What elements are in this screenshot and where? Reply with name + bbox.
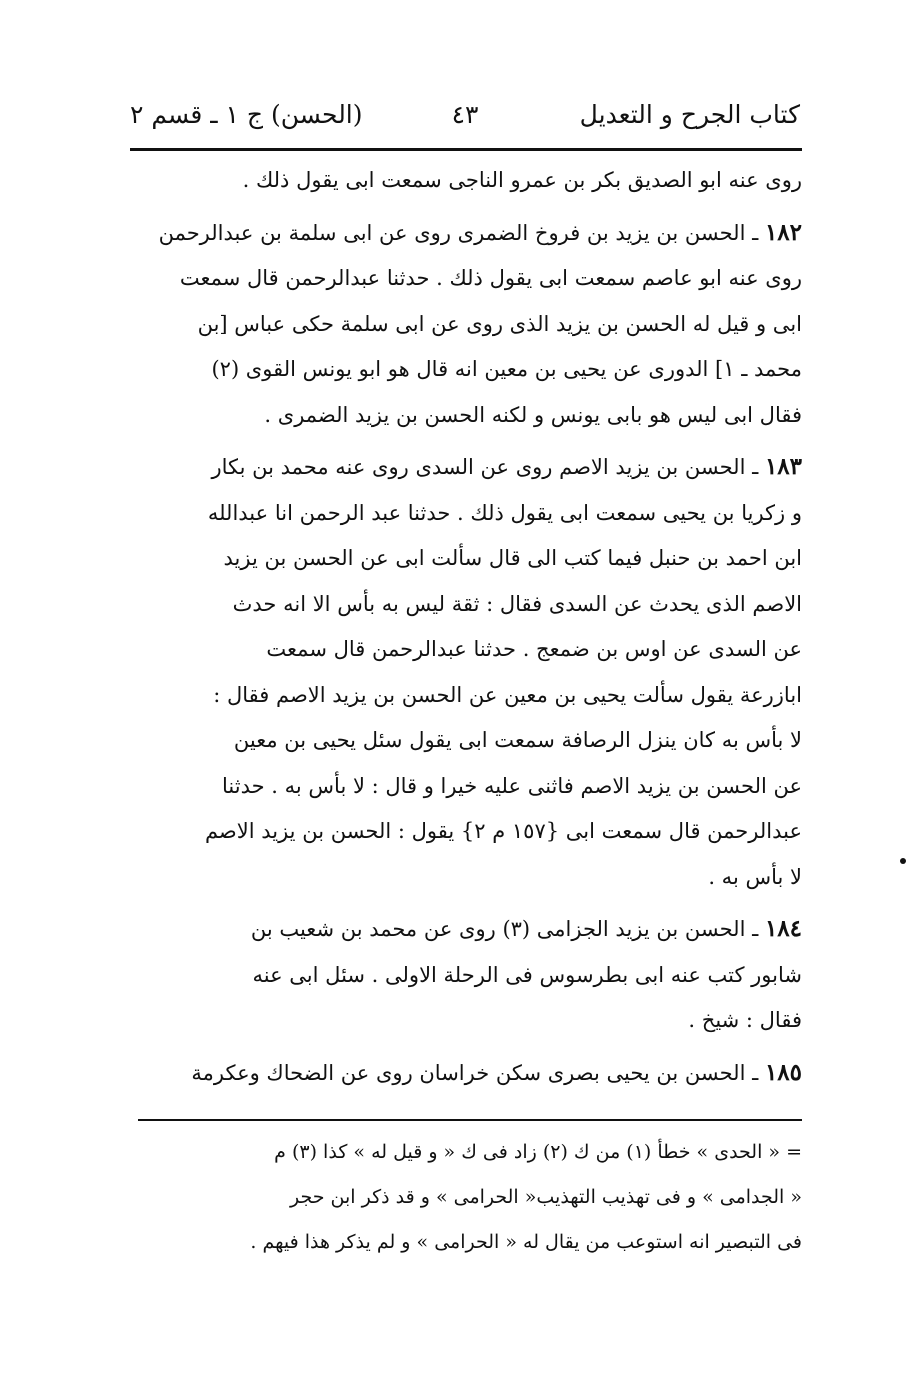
entry-line: ابن احمد بن حنبل فيما كتب الى قال سألت ابى عن الحسن بن يزيد [223, 546, 802, 570]
entry-number: ١٨٢ [764, 218, 802, 246]
footnote-line: = « الحدى » خطأ (١) من ك (٢) زاد فى ك « و قيل له » كذا (٣) م [274, 1141, 802, 1163]
entry-182 [138, 210, 802, 439]
main-text [138, 158, 802, 1096]
entry-line: الاصم الذى يحدث عن السدى فقال : ثقة ليس به بأس الا انه حدث [232, 591, 802, 616]
entry-line: ابى و قيل له الحسن بن يزيد الذى روى عن ابى سلمة حكى عباس [بن [197, 311, 802, 336]
entry-line: و زكريا بن يحيى سمعت ابى يقول ذلك . حدثنا عبد الرحمن انا عبدالله [207, 500, 802, 525]
entry-line: محمد ـ ١] الدورى عن يحيى بن معين انه قال هو ابو يونس القوى (٢) [211, 357, 802, 381]
entry-line [138, 906, 802, 953]
entry-text: ـ الحسن بن يزيد الاصم روى عن السدى روى عنه محمد بن بكار [211, 455, 759, 479]
entry-text: ـ الحسن بن يحيى بصرى سكن خراسان روى عن الضحاك وعكرمة [191, 1060, 759, 1085]
entry-number: ١٨٣ [764, 453, 802, 480]
footnote-line: فى التبصير انه استوعب من يقال له « الحرامى » و لم يذكر هذا فيهم . [250, 1231, 802, 1253]
footnote-rule [138, 1119, 802, 1121]
entry-line [138, 1050, 802, 1097]
entry-185 [138, 1050, 802, 1097]
entry-number: ١٨٤ [764, 915, 802, 942]
entry-184 [138, 906, 802, 1044]
entry-line: عن الحسن بن يزيد الاصم فاثنى عليه خيرا و قال : لا بأس به . حدثنا [222, 773, 802, 798]
footnotes [138, 1130, 802, 1265]
entry-line [138, 210, 802, 257]
entry-text: ـ الحسن بن يزيد بن فروخ الضمرى روى عن ابى سلمة بن عبدالرحمن [158, 220, 759, 245]
entry-number: ١٨٥ [764, 1058, 802, 1086]
text-line: روى عنه ابو الصديق بكر بن عمرو الناجى سمعت ابى يقول ذلك . [242, 168, 802, 192]
entry-183 [138, 444, 802, 900]
page-header [130, 92, 800, 142]
book-title: كتاب الجرح و التعديل [579, 100, 800, 129]
entry-line: ابازرعة يقول سألت يحيى بن معين عن الحسن بن يزيد الاصم فقال : [213, 682, 802, 707]
entry-line: لا بأس به كان ينزل الرصافة سمعت ابى يقول سئل يحيى بن معين [233, 728, 802, 752]
entry-text: ـ الحسن بن يزيد الجزامى (٣) روى عن محمد بن شعيب بن [250, 917, 759, 941]
header-rule [130, 148, 802, 151]
page-number: ٤٣ [451, 100, 479, 129]
section-label: (الحسن) ج ١ ـ قسم ٢ [130, 100, 363, 129]
entry-line: فقال : شيخ . [688, 1008, 802, 1032]
entry-line: روى عنه ابو عاصم سمعت ابى يقول ذلك . حدثنا عبدالرحمن قال سمعت [179, 266, 802, 290]
entry-line [138, 444, 802, 491]
margin-dot [900, 858, 906, 864]
entry-line: لا بأس به . [708, 864, 802, 889]
entry-line: عن السدى عن اوس بن ضمعج . حدثنا عبدالرحمن قال سمعت [266, 637, 802, 661]
entry-line: عبدالرحمن قال سمعت ابى {١٥٧ م ٢} يقول : الحسن بن يزيد الاصم [204, 819, 802, 843]
entry-line: فقال ابى ليس هو بابى يونس و لكنه الحسن بن يزيد الضمرى . [264, 402, 802, 427]
footnote-line: « الجدامى » و فى تهذيب التهذيب« الحرامى » و قد ذكر ابن حجر [290, 1186, 802, 1208]
entry-line: شابور كتب عنه ابى بطرسوس فى الرحلة الاولى . سئل ابى عنه [252, 962, 802, 987]
